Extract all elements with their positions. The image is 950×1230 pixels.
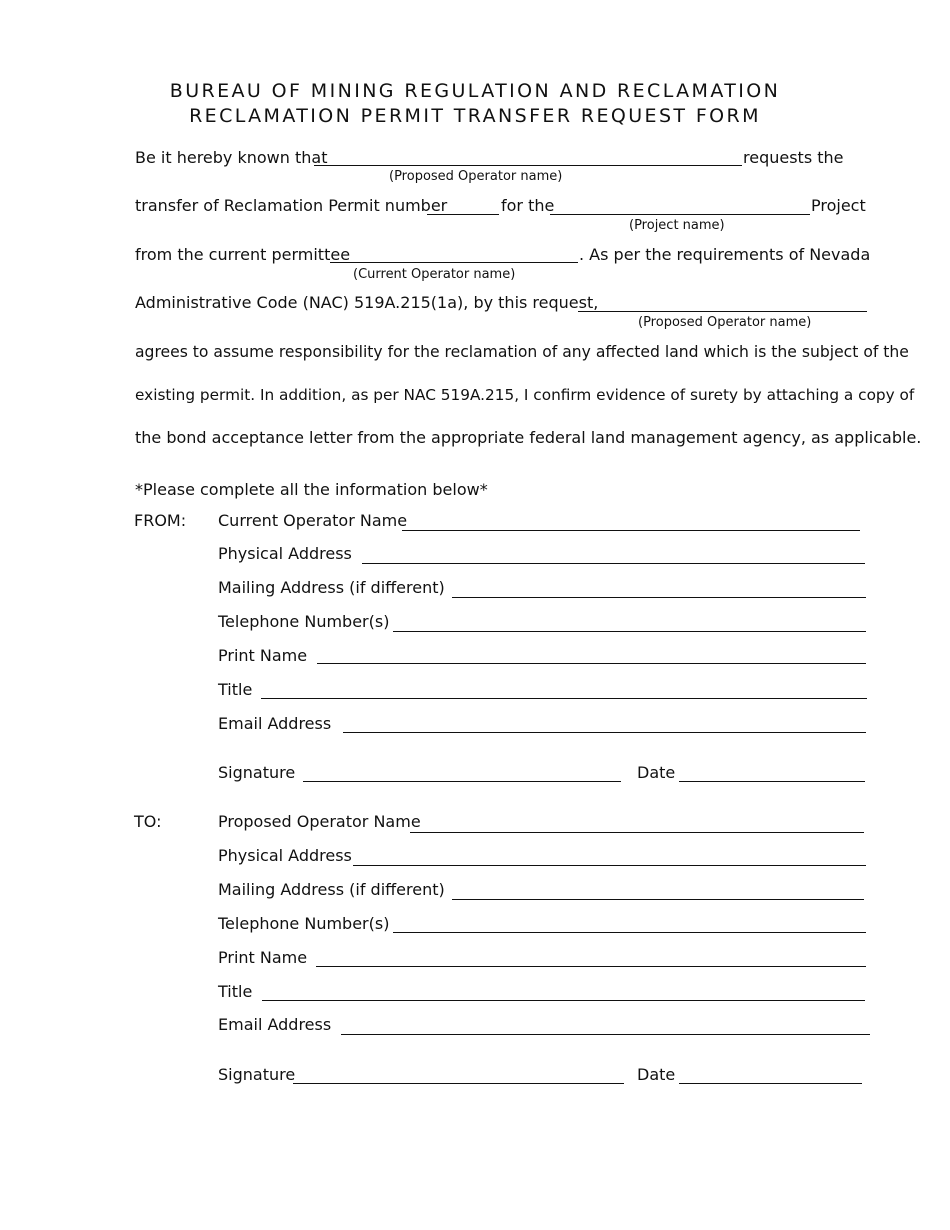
from-title-field[interactable] — [261, 698, 867, 699]
current-operator-name-blank[interactable] — [330, 262, 578, 263]
p2-mid-text: for the — [501, 196, 555, 215]
form-title-line-2: RECLAMATION PERMIT TRANSFER REQUEST FORM — [189, 105, 761, 127]
to-signature-field[interactable] — [293, 1083, 624, 1084]
p4-start-text: Administrative Code (NAC) 519A.215(1a), by this request, — [135, 293, 599, 312]
form-title-line-1: BUREAU OF MINING REGULATION AND RECLAMATION — [169, 80, 781, 102]
from-operator-name-field[interactable] — [402, 530, 860, 531]
to-mailing-address-label: Mailing Address (if different) — [218, 880, 445, 899]
from-heading: FROM: — [134, 511, 187, 530]
p5-text: agrees to assume responsibility for the reclamation of any affected land which is the subject of the — [135, 343, 909, 361]
p1-end-text: requests the — [743, 148, 844, 167]
from-signature-field[interactable] — [303, 781, 621, 782]
to-physical-address-field[interactable] — [353, 865, 866, 866]
from-operator-name-label: Current Operator Name — [218, 511, 408, 530]
caption-current-operator: (Current Operator name) — [353, 267, 516, 282]
from-mailing-address-label: Mailing Address (if different) — [218, 578, 445, 597]
from-date-label: Date — [637, 763, 676, 782]
from-telephone-label: Telephone Number(s) — [218, 612, 390, 631]
caption-proposed-operator-1: (Proposed Operator name) — [389, 169, 563, 184]
to-print-name-label: Print Name — [218, 948, 308, 967]
proposed-operator-name-blank-2[interactable] — [578, 311, 867, 312]
from-date-field[interactable] — [679, 781, 865, 782]
to-telephone-label: Telephone Number(s) — [218, 914, 390, 933]
to-print-name-field[interactable] — [316, 966, 866, 967]
p1-start-text: Be it hereby known that — [135, 148, 328, 167]
from-telephone-field[interactable] — [393, 631, 866, 632]
p2-start-text: transfer of Reclamation Permit number — [135, 196, 448, 215]
to-mailing-address-field[interactable] — [452, 899, 864, 900]
to-date-label: Date — [637, 1065, 676, 1084]
from-email-field[interactable] — [343, 732, 866, 733]
from-mailing-address-field[interactable] — [452, 597, 866, 598]
to-date-field[interactable] — [679, 1083, 862, 1084]
p6-text: existing permit. In addition, as per NAC 519A.215, I confirm evidence of surety by attaching a copy of — [135, 386, 915, 404]
to-physical-address-label: Physical Address — [218, 846, 352, 865]
p3-start-text: from the current permittee — [135, 245, 351, 264]
caption-proposed-operator-2: (Proposed Operator name) — [638, 315, 812, 330]
to-signature-label: Signature — [218, 1065, 296, 1084]
from-title-label: Title — [218, 680, 253, 699]
to-operator-name-field[interactable] — [410, 832, 864, 833]
caption-project-name: (Project name) — [629, 218, 725, 233]
p3-end-text: . As per the requirements of Nevada — [579, 245, 871, 264]
proposed-operator-name-blank-1[interactable] — [314, 165, 742, 166]
to-heading: TO: — [134, 812, 162, 831]
to-title-field[interactable] — [262, 1000, 865, 1001]
p7-text: the bond acceptance letter from the appropriate federal land management agency, as applicable. — [135, 428, 922, 447]
from-signature-label: Signature — [218, 763, 296, 782]
to-email-label: Email Address — [218, 1015, 332, 1034]
permit-number-blank[interactable] — [427, 214, 499, 215]
to-operator-name-label: Proposed Operator Name — [218, 812, 421, 831]
project-name-blank[interactable] — [550, 214, 810, 215]
from-print-name-label: Print Name — [218, 646, 308, 665]
p2-end-text: Project — [811, 196, 866, 215]
from-physical-address-label: Physical Address — [218, 544, 352, 563]
to-title-label: Title — [218, 982, 253, 1001]
from-physical-address-field[interactable] — [362, 563, 865, 564]
to-email-field[interactable] — [341, 1034, 870, 1035]
to-telephone-field[interactable] — [393, 932, 866, 933]
from-email-label: Email Address — [218, 714, 332, 733]
from-print-name-field[interactable] — [317, 663, 866, 664]
instruction-text: *Please complete all the information below* — [135, 480, 488, 499]
